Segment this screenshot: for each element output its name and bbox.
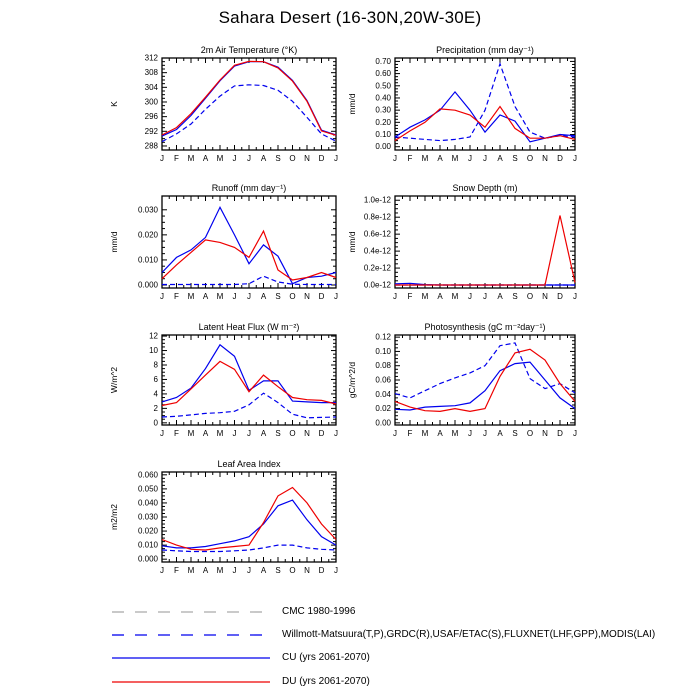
- y-tick-label: 0.0e-12: [363, 280, 391, 290]
- y-axis-label: W/m^2: [109, 366, 119, 394]
- x-tick-label: M: [216, 566, 224, 575]
- y-tick-label: 0.00: [375, 142, 391, 152]
- x-tick-label: J: [573, 154, 577, 163]
- x-tick-label: J: [160, 566, 164, 575]
- y-tick-label: 308: [144, 68, 158, 78]
- y-axis-label: K: [109, 101, 119, 107]
- x-tick-label: D: [557, 429, 563, 438]
- y-tick-label: 0.6e-12: [363, 229, 391, 239]
- x-tick-label: J: [232, 566, 237, 575]
- x-tick-label: M: [451, 292, 459, 301]
- legend-swatch-line: [110, 630, 272, 640]
- series-du: [162, 61, 336, 135]
- plot-frame: [162, 58, 336, 150]
- y-tick-label: 0.000: [137, 280, 158, 290]
- y-tick-label: 2: [153, 403, 158, 413]
- x-tick-label: M: [216, 292, 224, 301]
- x-tick-label: J: [483, 154, 487, 163]
- y-tick-label: 0.010: [137, 255, 158, 265]
- x-tick-label: O: [526, 292, 534, 301]
- x-tick-label: J: [232, 292, 237, 301]
- series-du: [162, 231, 336, 280]
- x-tick-label: D: [318, 154, 325, 163]
- x-tick-label: F: [174, 566, 179, 575]
- x-tick-label: F: [174, 154, 179, 163]
- plot-frame: [162, 335, 336, 425]
- y-tick-label: 0.4e-12: [363, 246, 391, 256]
- x-tick-label: O: [289, 154, 296, 163]
- x-tick-label: J: [334, 429, 338, 438]
- y-tick-label: 0.12: [375, 332, 391, 342]
- legend-label: DU (yrs 2061-2070): [282, 676, 370, 687]
- y-tick-label: 0.010: [137, 540, 158, 550]
- y-axis-label: gC/m^2/d: [347, 361, 357, 399]
- y-tick-label: 8: [153, 360, 158, 370]
- y-axis-label: mm/d: [347, 231, 357, 253]
- series-obs: [162, 393, 336, 418]
- x-tick-label: J: [247, 429, 251, 438]
- legend-label: CMC 1980-1996: [282, 606, 356, 617]
- x-tick-label: J: [334, 292, 338, 301]
- x-tick-label: M: [216, 154, 224, 163]
- y-tick-label: 312: [144, 53, 158, 63]
- x-tick-label: A: [202, 566, 209, 575]
- x-tick-label: J: [334, 566, 338, 575]
- x-tick-label: M: [187, 429, 195, 438]
- y-tick-label: 0.030: [137, 205, 158, 215]
- y-tick-label: 0.00: [375, 418, 391, 428]
- y-tick-label: 10: [149, 346, 158, 356]
- x-tick-label: N: [542, 429, 548, 438]
- series-obs: [395, 64, 575, 141]
- series-obs: [395, 343, 575, 398]
- x-tick-label: J: [483, 292, 487, 301]
- series-du: [395, 216, 575, 286]
- series-cu: [162, 62, 336, 136]
- chart-title: Runoff (mm day⁻¹): [211, 183, 287, 193]
- x-tick-label: S: [275, 154, 281, 163]
- runoff-plot: [100, 178, 350, 312]
- y-tick-label: 0.020: [137, 526, 158, 536]
- x-tick-label: M: [216, 429, 224, 438]
- y-tick-label: 0.02: [375, 404, 391, 414]
- y-tick-label: 0.2e-12: [363, 263, 391, 273]
- chart-latent-heat-flux: [100, 317, 350, 451]
- x-tick-label: J: [468, 292, 472, 301]
- series-du: [395, 107, 575, 141]
- leaf-area-index-plot: [100, 454, 350, 588]
- x-tick-label: J: [393, 292, 397, 301]
- legend-swatch-line: [110, 607, 272, 617]
- x-tick-label: F: [174, 292, 179, 301]
- y-tick-label: 0.08: [375, 361, 391, 371]
- y-tick-label: 0.000: [137, 554, 158, 564]
- x-tick-label: J: [160, 429, 164, 438]
- plot-frame: [395, 58, 575, 150]
- x-tick-label: O: [289, 292, 296, 301]
- x-tick-label: J: [483, 429, 487, 438]
- series-du: [162, 361, 336, 405]
- chart-title: 2m Air Temperature (°K): [200, 45, 298, 55]
- x-tick-label: S: [512, 292, 518, 301]
- chart-runoff: [100, 178, 350, 312]
- x-tick-label: O: [289, 566, 296, 575]
- y-tick-label: 296: [144, 112, 158, 122]
- y-axis-label: mm/d: [109, 231, 119, 253]
- axis-ticks: [395, 196, 575, 288]
- x-tick-label: M: [421, 292, 429, 301]
- x-tick-label: F: [407, 154, 413, 163]
- legend-item-2: [110, 629, 655, 640]
- y-axis-label: mm/d: [347, 93, 357, 115]
- y-tick-label: 300: [144, 97, 158, 107]
- y-tick-label: 12: [149, 331, 158, 341]
- y-tick-label: 0: [153, 418, 158, 428]
- x-tick-label: A: [437, 429, 443, 438]
- y-tick-label: 0.30: [375, 105, 391, 115]
- chart-title: Leaf Area Index: [217, 459, 281, 469]
- y-tick-label: 0.50: [375, 81, 391, 91]
- x-tick-label: O: [526, 429, 534, 438]
- x-tick-label: D: [318, 292, 325, 301]
- x-tick-label: M: [187, 292, 195, 301]
- x-tick-label: S: [275, 566, 281, 575]
- x-tick-label: F: [174, 429, 179, 438]
- y-tick-label: 304: [144, 82, 158, 92]
- x-tick-label: F: [407, 429, 413, 438]
- x-tick-label: S: [512, 429, 518, 438]
- chart-title: Latent Heat Flux (W m⁻²): [198, 322, 300, 332]
- x-tick-label: J: [232, 429, 237, 438]
- y-tick-label: 0.20: [375, 117, 391, 127]
- axis-ticks: [395, 58, 575, 150]
- photosynthesis-plot: [330, 317, 580, 451]
- plot-frame: [395, 335, 575, 425]
- x-tick-label: S: [275, 429, 281, 438]
- x-tick-label: M: [421, 154, 429, 163]
- chart-title: Snow Depth (m): [452, 183, 518, 193]
- y-axis-label: m2/m2: [109, 504, 119, 530]
- chart-2m-air-temperature: [100, 40, 350, 174]
- axis-ticks: [395, 335, 575, 425]
- y-tick-label: 0.040: [137, 498, 158, 508]
- legend-item-3: [110, 652, 370, 663]
- y-tick-label: 0.060: [137, 470, 158, 480]
- x-tick-label: A: [497, 154, 503, 163]
- x-tick-label: J: [393, 154, 397, 163]
- legend-label: Willmott-Matsuura(T,P),GRDC(R),USAF/ETAC(S),FLUXNET(LHF,GPP),MODIS(LAI): [282, 629, 656, 640]
- x-tick-label: A: [202, 292, 209, 301]
- chart-snow-depth: [330, 178, 580, 312]
- x-tick-label: J: [247, 154, 251, 163]
- figure-title: Sahara Desert (16-30N,20W-30E): [218, 8, 482, 27]
- series-cu: [395, 362, 575, 410]
- x-tick-label: D: [557, 292, 563, 301]
- x-tick-label: N: [304, 429, 310, 438]
- y-tick-label: 0.04: [375, 389, 391, 399]
- legend-swatch-line: [110, 677, 272, 687]
- y-tick-label: 0.10: [375, 346, 391, 356]
- chart-title: Precipitation (mm day⁻¹): [436, 45, 534, 55]
- x-tick-label: N: [304, 154, 310, 163]
- y-tick-label: 6: [153, 374, 158, 384]
- x-tick-label: A: [497, 429, 503, 438]
- y-tick-label: 0.40: [375, 93, 391, 103]
- x-tick-label: N: [304, 566, 310, 575]
- x-tick-label: D: [318, 566, 325, 575]
- x-tick-label: M: [451, 154, 459, 163]
- axis-ticks: [162, 58, 336, 150]
- y-tick-label: 292: [144, 126, 158, 136]
- legend-item-1: [110, 606, 355, 617]
- x-tick-label: A: [260, 429, 267, 438]
- x-tick-label: N: [542, 292, 548, 301]
- x-tick-label: D: [318, 429, 325, 438]
- y-tick-label: 0.10: [375, 130, 391, 140]
- x-tick-label: A: [497, 292, 503, 301]
- y-tick-label: 0.60: [375, 69, 391, 79]
- series-cu: [395, 92, 575, 142]
- latent-heat-flux-plot: [100, 317, 350, 451]
- x-tick-label: J: [573, 429, 577, 438]
- snow-depth-plot: [330, 178, 580, 312]
- plot-frame: [162, 196, 336, 288]
- x-tick-label: M: [421, 429, 429, 438]
- series-cu: [162, 345, 336, 403]
- axis-ticks: [162, 196, 336, 288]
- 2m-air-temperature-plot: [100, 40, 350, 174]
- y-tick-label: 0.06: [375, 375, 391, 385]
- x-tick-label: J: [160, 292, 164, 301]
- x-tick-label: A: [260, 154, 267, 163]
- x-tick-label: N: [542, 154, 548, 163]
- x-tick-label: M: [187, 154, 195, 163]
- x-tick-label: O: [526, 154, 534, 163]
- y-tick-label: 288: [144, 141, 158, 151]
- x-tick-label: J: [468, 429, 472, 438]
- y-tick-label: 0.020: [137, 230, 158, 240]
- series-obs: [162, 85, 336, 142]
- precipitation-plot: [330, 40, 580, 174]
- legend-item-4: [110, 676, 370, 687]
- series-cu: [162, 207, 336, 283]
- x-tick-label: J: [160, 154, 164, 163]
- x-tick-label: A: [260, 292, 267, 301]
- axis-ticks: [162, 335, 336, 425]
- x-tick-label: S: [512, 154, 518, 163]
- x-tick-label: J: [334, 154, 338, 163]
- x-tick-label: S: [275, 292, 281, 301]
- x-tick-label: A: [437, 292, 443, 301]
- x-tick-label: J: [573, 292, 577, 301]
- legend-label: CU (yrs 2061-2070): [282, 652, 370, 663]
- x-tick-label: J: [232, 154, 237, 163]
- series-du: [395, 349, 575, 411]
- legend-swatch-line: [110, 653, 272, 663]
- x-tick-label: O: [289, 429, 296, 438]
- y-tick-label: 4: [153, 389, 158, 399]
- y-tick-label: 1.0e-12: [363, 195, 391, 205]
- chart-title: Photosynthesis (gC m⁻²day⁻¹): [424, 322, 546, 332]
- y-tick-label: 0.8e-12: [363, 212, 391, 222]
- x-tick-label: A: [437, 154, 443, 163]
- chart-precipitation: [330, 40, 580, 174]
- x-tick-label: J: [247, 566, 251, 575]
- x-tick-label: M: [187, 566, 195, 575]
- x-tick-label: J: [393, 429, 397, 438]
- y-tick-label: 0.030: [137, 512, 158, 522]
- x-tick-label: J: [247, 292, 251, 301]
- x-tick-label: F: [407, 292, 413, 301]
- x-tick-label: J: [468, 154, 472, 163]
- x-tick-label: A: [202, 154, 209, 163]
- x-tick-label: A: [202, 429, 209, 438]
- series-du: [162, 488, 336, 551]
- chart-leaf-area-index: [100, 454, 350, 588]
- x-tick-label: A: [260, 566, 267, 575]
- plot-frame: [395, 196, 575, 288]
- y-tick-label: 0.70: [375, 56, 391, 66]
- x-tick-label: D: [557, 154, 563, 163]
- x-tick-label: M: [451, 429, 459, 438]
- y-tick-label: 0.050: [137, 484, 158, 494]
- chart-photosynthesis: [330, 317, 580, 451]
- x-tick-label: N: [304, 292, 310, 301]
